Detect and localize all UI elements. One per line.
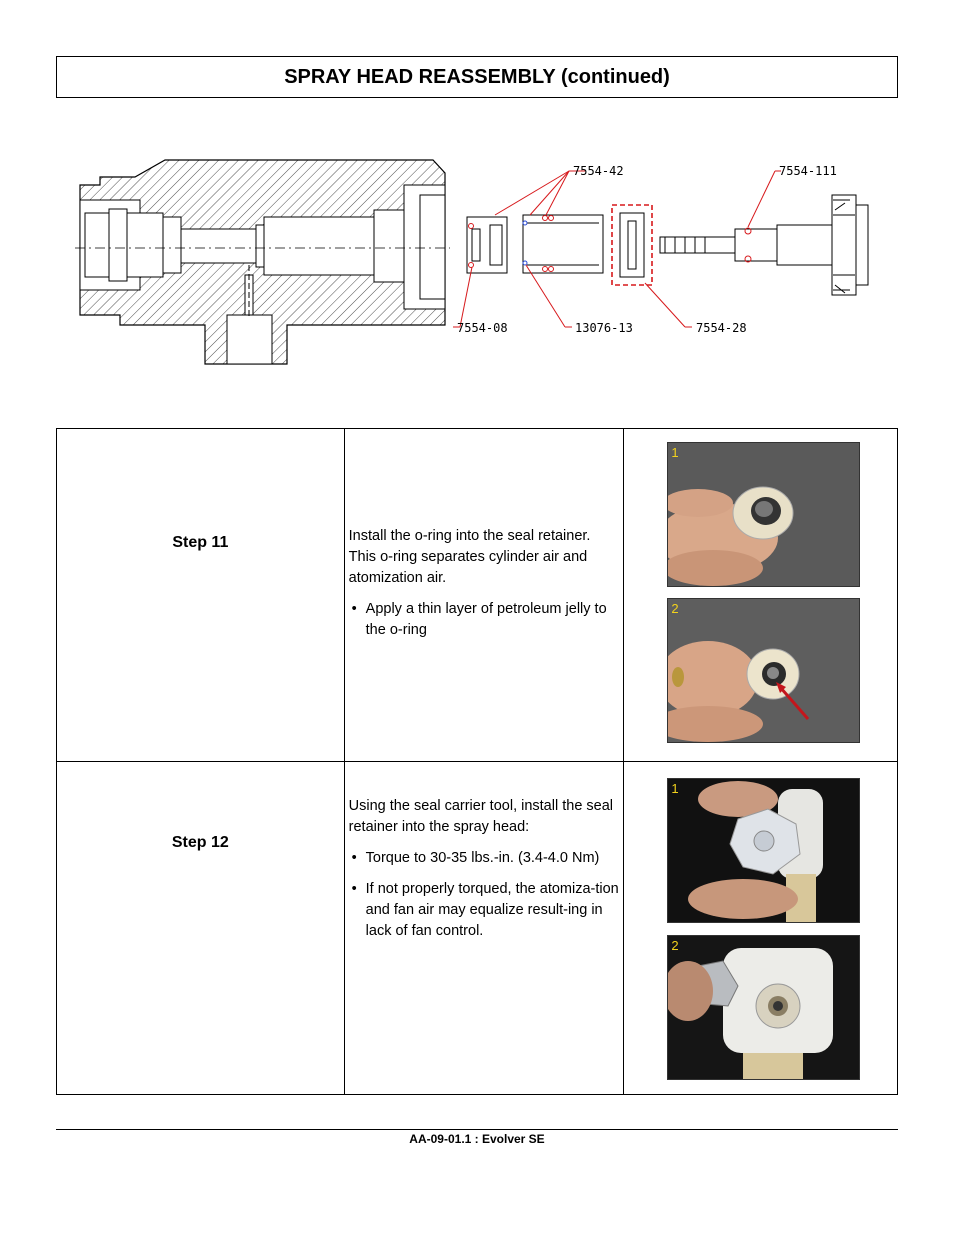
part-label-13076-13: 13076-13 (575, 321, 633, 335)
step-label-cell (57, 762, 345, 1095)
step-label: Step 12 (171, 834, 229, 851)
part-label-7554-42: 7554-42 (573, 164, 624, 178)
step-row-12 (57, 762, 898, 1095)
instruction-bullets (349, 848, 620, 942)
photo-number: 1 (671, 445, 679, 460)
cross-section-drawing (75, 155, 885, 370)
page-title-box (56, 56, 898, 98)
instruction-bullets (349, 599, 620, 641)
bullet-item: • Torque to 30-35 lbs.-in. (3.4-4.0 Nm) (349, 848, 620, 869)
step-label-cell (57, 429, 345, 762)
steps-table (56, 428, 898, 1095)
part-label-7554-28: 7554-28 (696, 321, 747, 335)
step-instructions-cell (344, 762, 624, 1095)
bullet-item: • If not properly torqued, the atomiza-tion and fan air may equalize result-ing in lack of fan control. (349, 879, 620, 942)
spray-head-exploded-diagram (75, 155, 885, 370)
step-row-11 (57, 429, 898, 762)
part-label-7554-08: 7554-08 (457, 321, 508, 335)
photo-number: 2 (671, 601, 679, 616)
step-photos-cell (624, 762, 898, 1095)
spray-head-installation-photo (667, 935, 860, 1080)
instruction-paragraph: Using the seal carrier tool, install the seal retainer into the spray head: (348, 798, 614, 835)
footer-rule (56, 1129, 898, 1130)
step-photos-cell (624, 429, 898, 762)
page-title: SPRAY HEAD REASSEMBLY (continued) (284, 65, 670, 88)
part-label-7554-111: 7554-111 (779, 164, 837, 178)
oring-in-seal-retainer-photo (667, 598, 860, 743)
seal-carrier-tool-photo (667, 778, 860, 923)
bullet-item: • Apply a thin layer of petroleum jelly to the o-ring (349, 599, 620, 641)
photo-number: 2 (671, 938, 679, 953)
step-instructions (349, 526, 620, 651)
photo-number: 1 (671, 781, 679, 796)
step-instructions (349, 796, 620, 952)
step-instructions-cell (344, 429, 624, 762)
page-footer: AA-09-01.1 : Evolver SE (409, 1132, 545, 1146)
hand-holding-seal-retainer-photo (667, 442, 860, 587)
step-label: Step 11 (172, 534, 229, 551)
instruction-paragraph: Install the o-ring into the seal retainer. This o-ring separates cylinder air and atomization air. (348, 528, 591, 586)
